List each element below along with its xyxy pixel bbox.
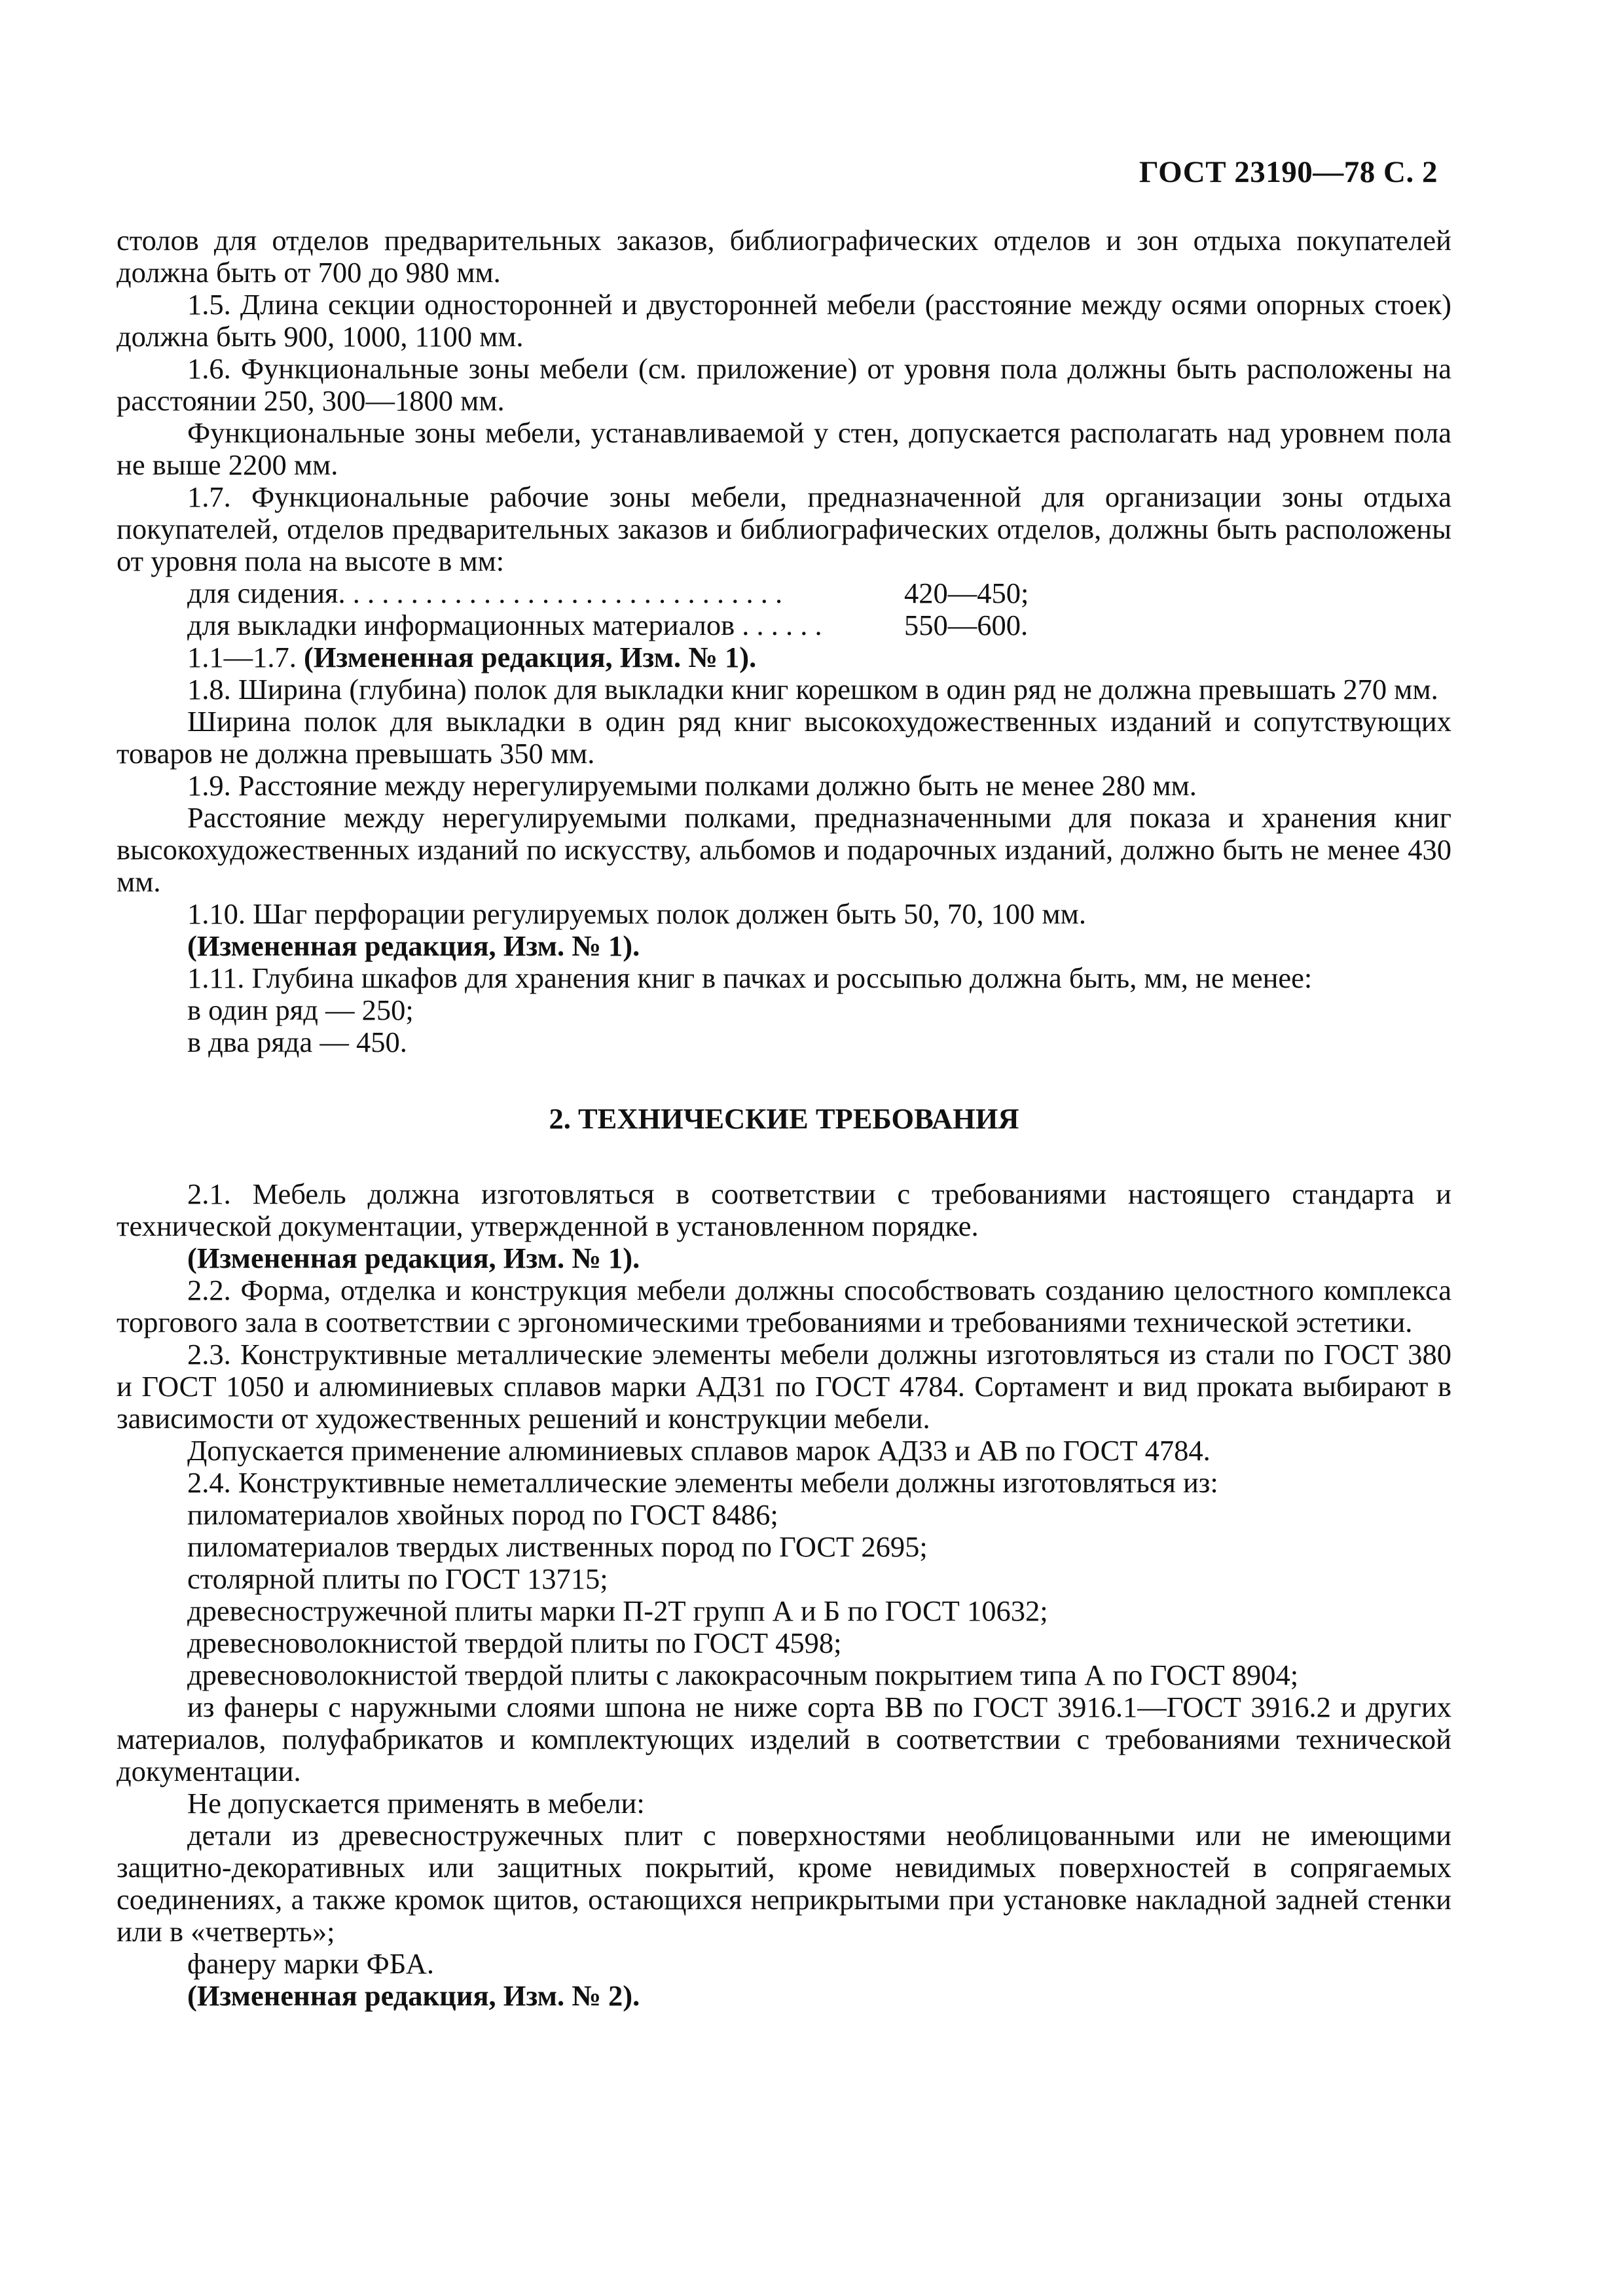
row-label: для выкладки информационных материалов . . . . . . — [187, 609, 822, 641]
list-item: столярной плиты по ГОСТ 13715; — [187, 1562, 608, 1595]
height-row-info-materials — [117, 609, 1451, 641]
clause-1-7: 1.7. Функциональные рабочие зоны мебели, предназначенной для организации зоны отдыха покупателей, отделов предварительных заказов и библиографических отделов, должны быть расположены от уровня пола на высоте в мм: — [117, 480, 1451, 577]
list-item: в один ряд — 250; — [187, 994, 414, 1026]
clause-2-3: 2.3. Конструктивные металлические элементы мебели должны изготовляться из стали по ГОСТ 380 и ГОСТ 1050 и алюминиевых сплавов марки АД31 по ГОСТ 4784. Сортамент и вид проката выбирают в зависимости от художественных решений и конструкции мебели. — [117, 1338, 1451, 1435]
amendment-note — [117, 641, 1451, 673]
row-value: 550—600. — [904, 609, 1029, 641]
paragraph: Допускается применение алюминиевых сплавов марок АД33 и АВ по ГОСТ 4784. — [187, 1434, 1211, 1467]
row-value: 420—450; — [904, 577, 1029, 609]
clause-1-5: 1.5. Длина секции односторонней и двусторонней мебели (расстояние между осями опорных стоек) должна быть 900, 1000, 1100 мм. — [117, 288, 1451, 353]
section-title: 2. ТЕХНИЧЕСКИЕ ТРЕБОВАНИЯ — [549, 1102, 1019, 1135]
list-item: из фанеры с наружными слоями шпона не ниже сорта ВВ по ГОСТ 3916.1—ГОСТ 3916.2 и других материалов, полуфабрикатов и комплектующих изделий в соответствии с требованиями технической документации. — [117, 1691, 1451, 1787]
paragraph: Ширина полок для выкладки в один ряд книг высокохудожественных изданий и сопутствующих товаров не должна превышать 350 мм. — [117, 705, 1451, 770]
list-item: пиломатериалов хвойных пород по ГОСТ 8486; — [187, 1498, 778, 1531]
list-item: фанеру марки ФБА. — [187, 1947, 434, 1980]
amendment-note: (Измененная редакция, Изм. № 1). — [187, 929, 640, 962]
document-body — [117, 224, 1451, 2012]
amendment-prefix: 1.1—1.7. — [187, 641, 297, 673]
clause-1-9: 1.9. Расстояние между нерегулируемыми полками должно быть не менее 280 мм. — [187, 769, 1197, 802]
paragraph: Функциональные зоны мебели, устанавливаемой у стен, допускается располагать над уровнем пола не выше 2200 мм. — [117, 416, 1451, 481]
paragraph: Не допускается применять в мебели: — [187, 1787, 645, 1820]
list-item: древесноволокнистой твердой плиты с лакокрасочным покрытием типа А по ГОСТ 8904; — [187, 1659, 1299, 1691]
amendment-note: (Измененная редакция, Изм. № 1). — [187, 1242, 640, 1274]
height-row-seating — [117, 577, 1451, 609]
clause-1-8: 1.8. Ширина (глубина) полок для выкладки книг корешком в один ряд не должна превышать 270 мм. — [187, 673, 1438, 706]
list-item: древесноволокнистой твердой плиты по ГОСТ 4598; — [187, 1626, 842, 1659]
clause-2-2: 2.2. Форма, отделка и конструкция мебели должны способствовать созданию целостного комплекса торгового зала в соответствии с эргономическими требованиями и требованиями технической эстетики. — [117, 1274, 1451, 1338]
list-item: детали из древесностружечных плит с поверхностями необлицованными или не имеющими защитно-декоративных или защитных покрытий, кроме невидимых поверхностей в сопрягаемых соединениях, а также кромок щитов, остающихся неприкрытыми при установке накладной задней стенки или в «четверть»; — [117, 1819, 1451, 1948]
paragraph: Расстояние между нерегулируемыми полками, предназначенными для показа и хранения книг высокохудожественных изданий по искусству, альбомов и подарочных изданий, должно быть не менее 430 мм. — [117, 801, 1451, 898]
page-header: ГОСТ 23190—78 С. 2 — [1139, 155, 1438, 189]
amendment-note: (Измененная редакция, Изм. № 2). — [187, 1979, 640, 2012]
clause-1-11: 1.11. Глубина шкафов для хранения книг в пачках и россыпью должна быть, мм, не менее: — [187, 961, 1313, 994]
clause-1-6: 1.6. Функциональные зоны мебели (см. приложение) от уровня пола должны быть расположены на расстоянии 250, 300—1800 мм. — [117, 352, 1451, 417]
list-item: в два ряда — 450. — [187, 1026, 407, 1058]
clause-2-1: 2.1. Мебель должна изготовляться в соответствии с требованиями настоящего стандарта и технической документации, утвержденной в установленном порядке. — [117, 1177, 1451, 1242]
list-item: пиломатериалов твердых лиственных пород по ГОСТ 2695; — [187, 1530, 928, 1563]
clause-1-10: 1.10. Шаг перфорации регулируемых полок должен быть 50, 70, 100 мм. — [187, 897, 1086, 930]
list-item: древесностружечной плиты марки П-2Т групп А и Б по ГОСТ 10632; — [187, 1594, 1048, 1627]
clause-2-4: 2.4. Конструктивные неметаллические элементы мебели должны изготовляться из: — [187, 1466, 1218, 1499]
row-label: для сидения. . . . . . . . . . . . . . . . . . . . . . . . . . . . . . . — [187, 577, 783, 609]
paragraph: столов для отделов предварительных заказов, библиографических отделов и зон отдыха покупателей должна быть от 700 до 980 мм. — [117, 224, 1451, 289]
amendment-text: (Измененная редакция, Изм. № 1). — [304, 641, 757, 673]
